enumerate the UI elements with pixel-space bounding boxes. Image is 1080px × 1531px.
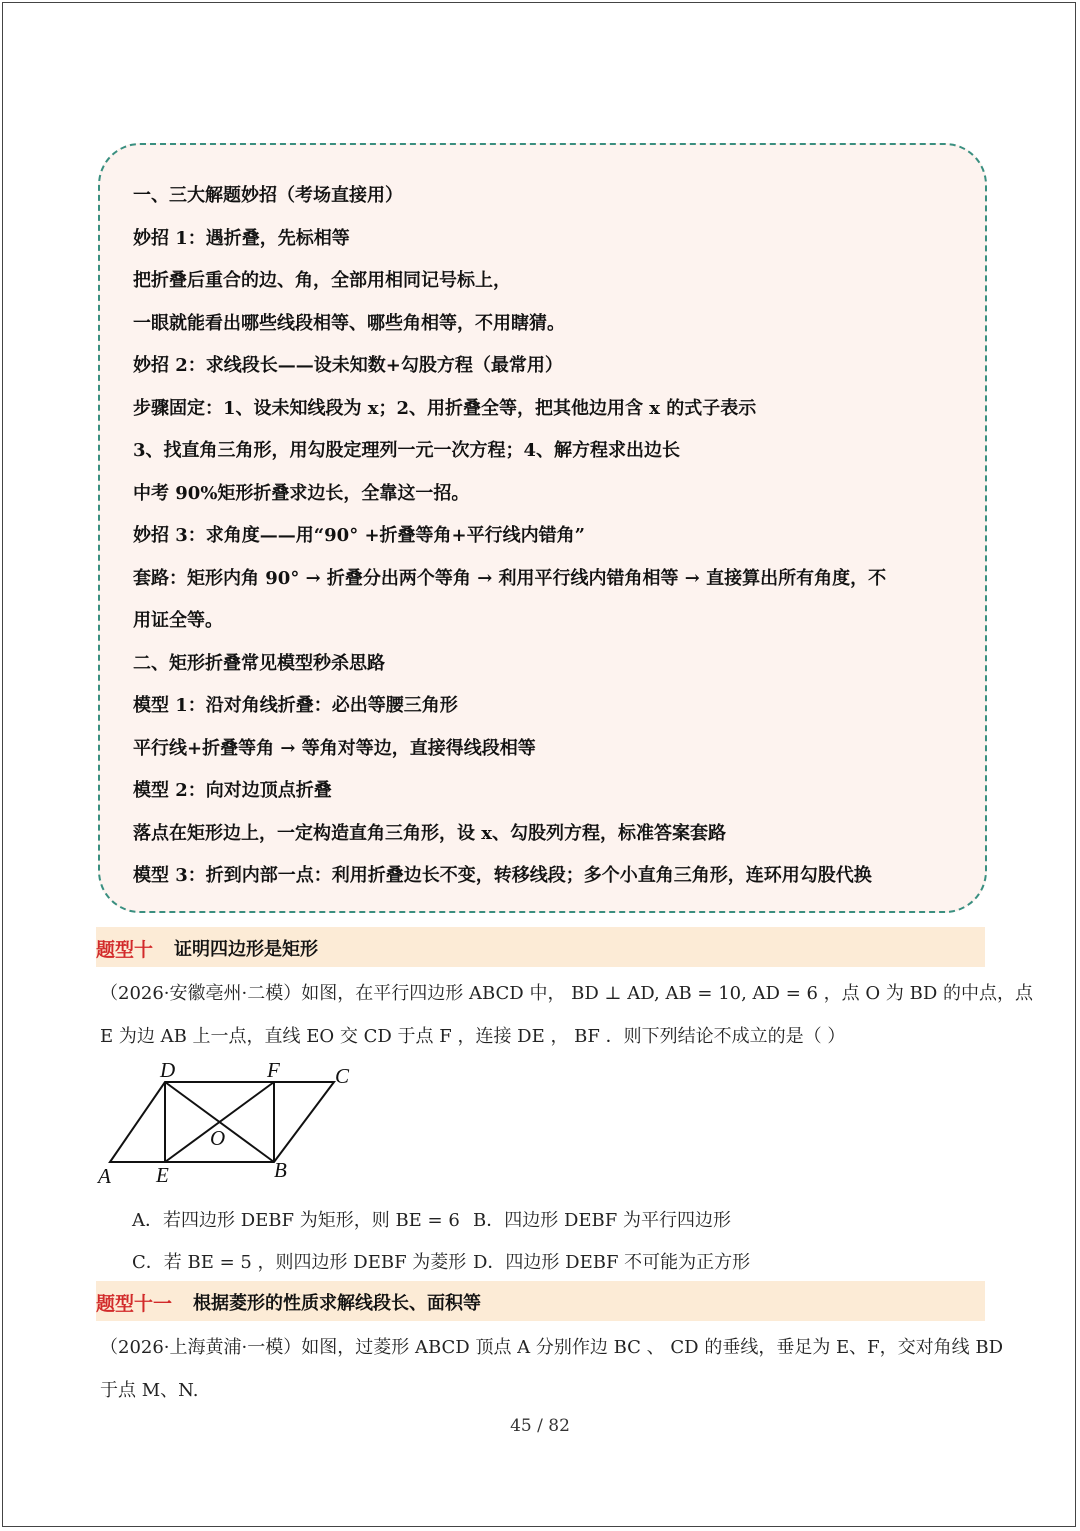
label-b: B: [274, 1158, 287, 1182]
section-label: 题型十: [96, 939, 154, 961]
parallelogram-abcd: [110, 1082, 334, 1162]
tips-line: 3、找直角三角形，用勾股定理列一元一次方程；4、解方程求出边长: [133, 440, 681, 461]
tips-line: 模型 3：折到内部一点：利用折叠边长不变，转移线段；多个小直角三角形，连环用勾股代换: [133, 865, 872, 886]
section-label: 题型十一: [96, 1293, 173, 1315]
problem-10-line-1: （2026·安徽亳州·二模）如图，在平行四边形 ABCD 中， BD ⊥ AD, AB = 10, AD = 6 ，点 O 为 BD 的中点，点: [100, 983, 1033, 1004]
section-header-10: [96, 927, 985, 967]
tips-line: 把折叠后重合的边、角，全部用相同记号标上，: [133, 270, 511, 291]
section-title: 根据菱形的性质求解线段长、面积等: [193, 1293, 481, 1314]
label-o: O: [210, 1126, 226, 1150]
label-a: A: [98, 1164, 111, 1188]
tips-line: 模型 2：向对边顶点折叠: [133, 780, 332, 801]
tips-line: 妙招 2：求线段长——设未知数+勾股方程（最常用）: [133, 355, 563, 376]
tips-line: 一眼就能看出哪些线段相等、哪些角相等，不用瞎猜。: [133, 313, 565, 334]
tips-line: 模型 1：沿对角线折叠：必出等腰三角形: [133, 695, 458, 716]
tips-line: 套路：矩形内角 90° → 折叠分出两个等角 → 利用平行线内错角相等 → 直接算出所有角度，不: [133, 568, 887, 589]
label-f: F: [267, 1058, 280, 1082]
section-title: 证明四边形是矩形: [174, 939, 318, 960]
tips-line: 用证全等。: [133, 610, 223, 631]
option-a: A．若四边形 DEBF 为矩形，则 BE = 6: [132, 1210, 460, 1231]
option-d: D．四边形 DEBF 不可能为正方形: [473, 1252, 751, 1273]
tips-line: 落点在矩形边上，一定构造直角三角形，设 x、勾股列方程，标准答案套路: [133, 823, 726, 844]
label-d: D: [160, 1058, 176, 1082]
option-c: C．若 BE = 5 ，则四边形 DEBF 为菱形: [132, 1252, 467, 1273]
page-number: 45 / 82: [510, 1416, 570, 1436]
label-c: C: [335, 1064, 350, 1088]
section-header-11: [96, 1281, 985, 1321]
tips-line: 中考 90%矩形折叠求边长，全靠这一招。: [133, 483, 470, 504]
tips-heading-1: 一、三大解题妙招（考场直接用）: [133, 185, 403, 206]
tips-line: 平行线+折叠等角 → 等角对等边，直接得线段相等: [133, 738, 536, 759]
tips-line: 步骤固定：1、设未知线段为 x；2、用折叠全等，把其他边用含 x 的式子表示: [133, 398, 757, 419]
problem-11-line-1: （2026·上海黄浦·一模）如图，过菱形 ABCD 顶点 A 分别作边 BC 、 CD 的垂线，垂足为 E、F，交对角线 BD: [100, 1337, 1004, 1358]
problem-11-line-2: 于点 M、N.: [100, 1380, 199, 1401]
problem-10-line-2: E 为边 AB 上一点，直线 EO 交 CD 于点 F ，连接 DE ， BF ．则下列结论不成立的是（ ）: [100, 1026, 846, 1047]
tips-line: 妙招 3：求角度——用“90° +折叠等角+平行线内错角”: [133, 525, 585, 546]
tips-heading-2: 二、矩形折叠常见模型秒杀思路: [133, 653, 385, 674]
tips-line: 妙招 1：遇折叠，先标相等: [133, 228, 350, 249]
parallelogram-figure: [90, 1055, 370, 1190]
option-b: B．四边形 DEBF 为平行四边形: [473, 1210, 731, 1231]
label-e: E: [156, 1163, 169, 1187]
